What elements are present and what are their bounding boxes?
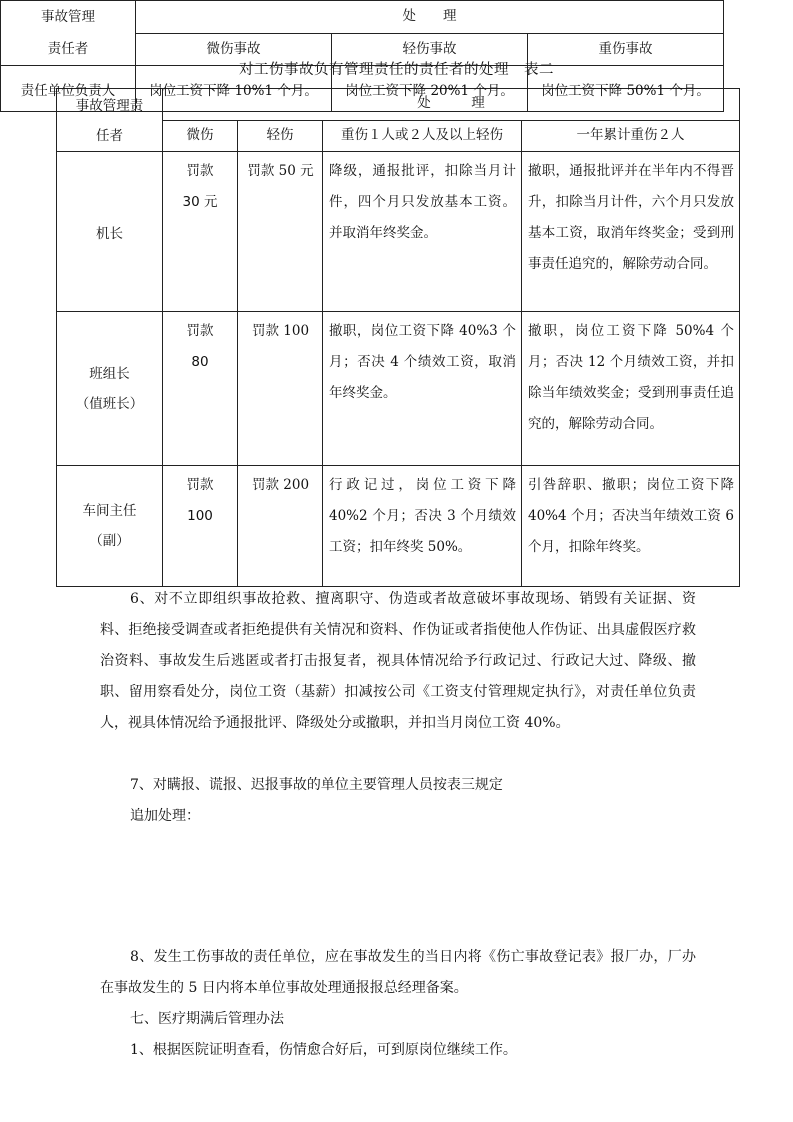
cell-light: 罚款 50 元 <box>238 152 323 312</box>
cell-minor-line2: 80 <box>191 354 209 370</box>
cell-annual: 撤职，通报批评并在半年内不得晋升，扣除当月计件，六个月只发放基本工资，取消年终奖金；受到刑事责任追究的，解除劳动合同。 <box>522 152 740 312</box>
header-subject-line1: 事故管理责 <box>75 98 144 114</box>
table-row <box>57 466 740 587</box>
section-7-item-1: 1、根据医院证明查看，伤情愈合好后，可到原岗位继续工作。 <box>130 1042 517 1058</box>
header-minor-accident: 微伤事故 <box>136 33 332 66</box>
cell-light: 罚款 100 <box>238 312 323 466</box>
header-subject-line2: 责任者 <box>47 41 89 57</box>
row-subject: 责任单位负责人 <box>1 66 136 112</box>
paragraph-item-6 <box>100 584 696 739</box>
cell-minor: 岗位工资下降 10%1 个月。 <box>136 66 332 112</box>
header-light-injury: 轻伤 <box>238 120 323 152</box>
header-light-accident: 轻伤事故 <box>332 33 528 66</box>
cell-annual: 撤职，岗位工资下降 50%4 个月；否决 12 个月绩效工资，并扣除当年绩效奖金；受到刑事责任追究的，解除劳动合同。 <box>522 312 740 466</box>
header-annual-serious: 一年累计重伤２人 <box>522 120 740 152</box>
row-subject <box>57 466 163 587</box>
header-serious-accident: 重伤事故 <box>528 33 724 66</box>
header-serious-injury: 重伤１人或２人及以上轻伤 <box>323 120 522 152</box>
cell-minor-line2: 100 <box>187 508 213 524</box>
header-minor-injury: 微伤 <box>163 120 238 152</box>
table-row <box>57 152 740 312</box>
paragraph-7-line1: 7、对瞒报、谎报、迟报事故的单位主要管理人员按表三规定 <box>130 777 503 793</box>
row-subject <box>57 152 163 312</box>
penalty-table-3 <box>0 0 724 112</box>
cell-minor-line1: 罚款 <box>186 163 214 179</box>
section-7 <box>100 1004 696 1066</box>
cell-annual: 引咎辞职、撤职；岗位工资下降 40%4 个月；否决当年绩效工资 6 个月，扣除年终奖。 <box>522 466 740 587</box>
paragraph-6-text: 6、对不立即组织事故抢救、擅离职守、伪造或者故意破坏事故现场、销毁有关证据、资料、拒绝接受调查或者拒绝提供有关情况和资料、作伪证或者指使他人作伪证、出具虚假医疗救治资料、事故发生后逃匿或者打击报复者，视具体情况给予行政记过、行政记大过、降级、撤职、留用察看处分，岗位工资（基薪）扣减按公司《工资支付管理规定执行》，对责任单位负责人，视具体情况给予通报批评、降级处分或撤职，并扣当月岗位工资 40%。 <box>100 591 696 731</box>
row-subject-line: 机长 <box>96 225 123 242</box>
penalty-table-2 <box>56 88 740 587</box>
cell-minor <box>163 152 238 312</box>
cell-serious: 降级，通报批评，扣除当月计件，四个月只发放基本工资。并取消年终奖金。 <box>323 152 522 312</box>
section-7-heading: 七、医疗期满后管理办法 <box>130 1011 284 1027</box>
paragraph-item-8 <box>100 942 696 1004</box>
paragraph-7-line2: 追加处理： <box>130 808 200 824</box>
cell-light: 罚款 200 <box>238 466 323 587</box>
page-title: 对工伤事故负有管理责任的责任者的处理 表二 <box>239 62 554 78</box>
row-subject <box>57 312 163 466</box>
cell-minor <box>163 466 238 587</box>
table-row <box>57 312 740 466</box>
row-subject-line1: 车间主任 <box>82 503 137 519</box>
cell-minor-line1: 罚款 <box>186 477 214 493</box>
header-subject-line1: 事故管理 <box>41 9 95 25</box>
header-subject-line2: 任者 <box>96 128 123 144</box>
cell-serious: 撤职，岗位工资下降 40%3 个月；否决 4 个绩效工资，取消年终奖金。 <box>323 312 522 466</box>
row-subject-line2: （值班长） <box>75 395 144 412</box>
row-subject-line2: （副） <box>89 533 130 549</box>
header-handling: 处 理 <box>163 89 740 121</box>
cell-light: 岗位工资下降 20%1 个月。 <box>332 66 528 112</box>
cell-serious: 岗位工资下降 50%1 个月。 <box>528 66 724 112</box>
cell-serious: 行政记过，岗位工资下降 40%2 个月；否决 3 个月绩效工资；扣年终奖 50%。 <box>323 466 522 587</box>
paragraph-8-text: 8、发生工伤事故的责任单位，应在事故发生的当日内将《伤亡事故登记表》报厂办，厂办在事故发生的 5 日内将本单位事故处理通报报总经理备案。 <box>100 949 696 996</box>
cell-minor-line2: 30 元 <box>182 194 218 210</box>
cell-minor <box>163 312 238 466</box>
header-handling: 处 理 <box>136 1 724 34</box>
table-row <box>1 66 724 112</box>
paragraph-item-7 <box>100 770 696 832</box>
cell-minor-line1: 罚款 <box>186 323 214 339</box>
header-responsible-person <box>1 1 136 66</box>
row-subject-line1: 班组长 <box>89 365 130 382</box>
